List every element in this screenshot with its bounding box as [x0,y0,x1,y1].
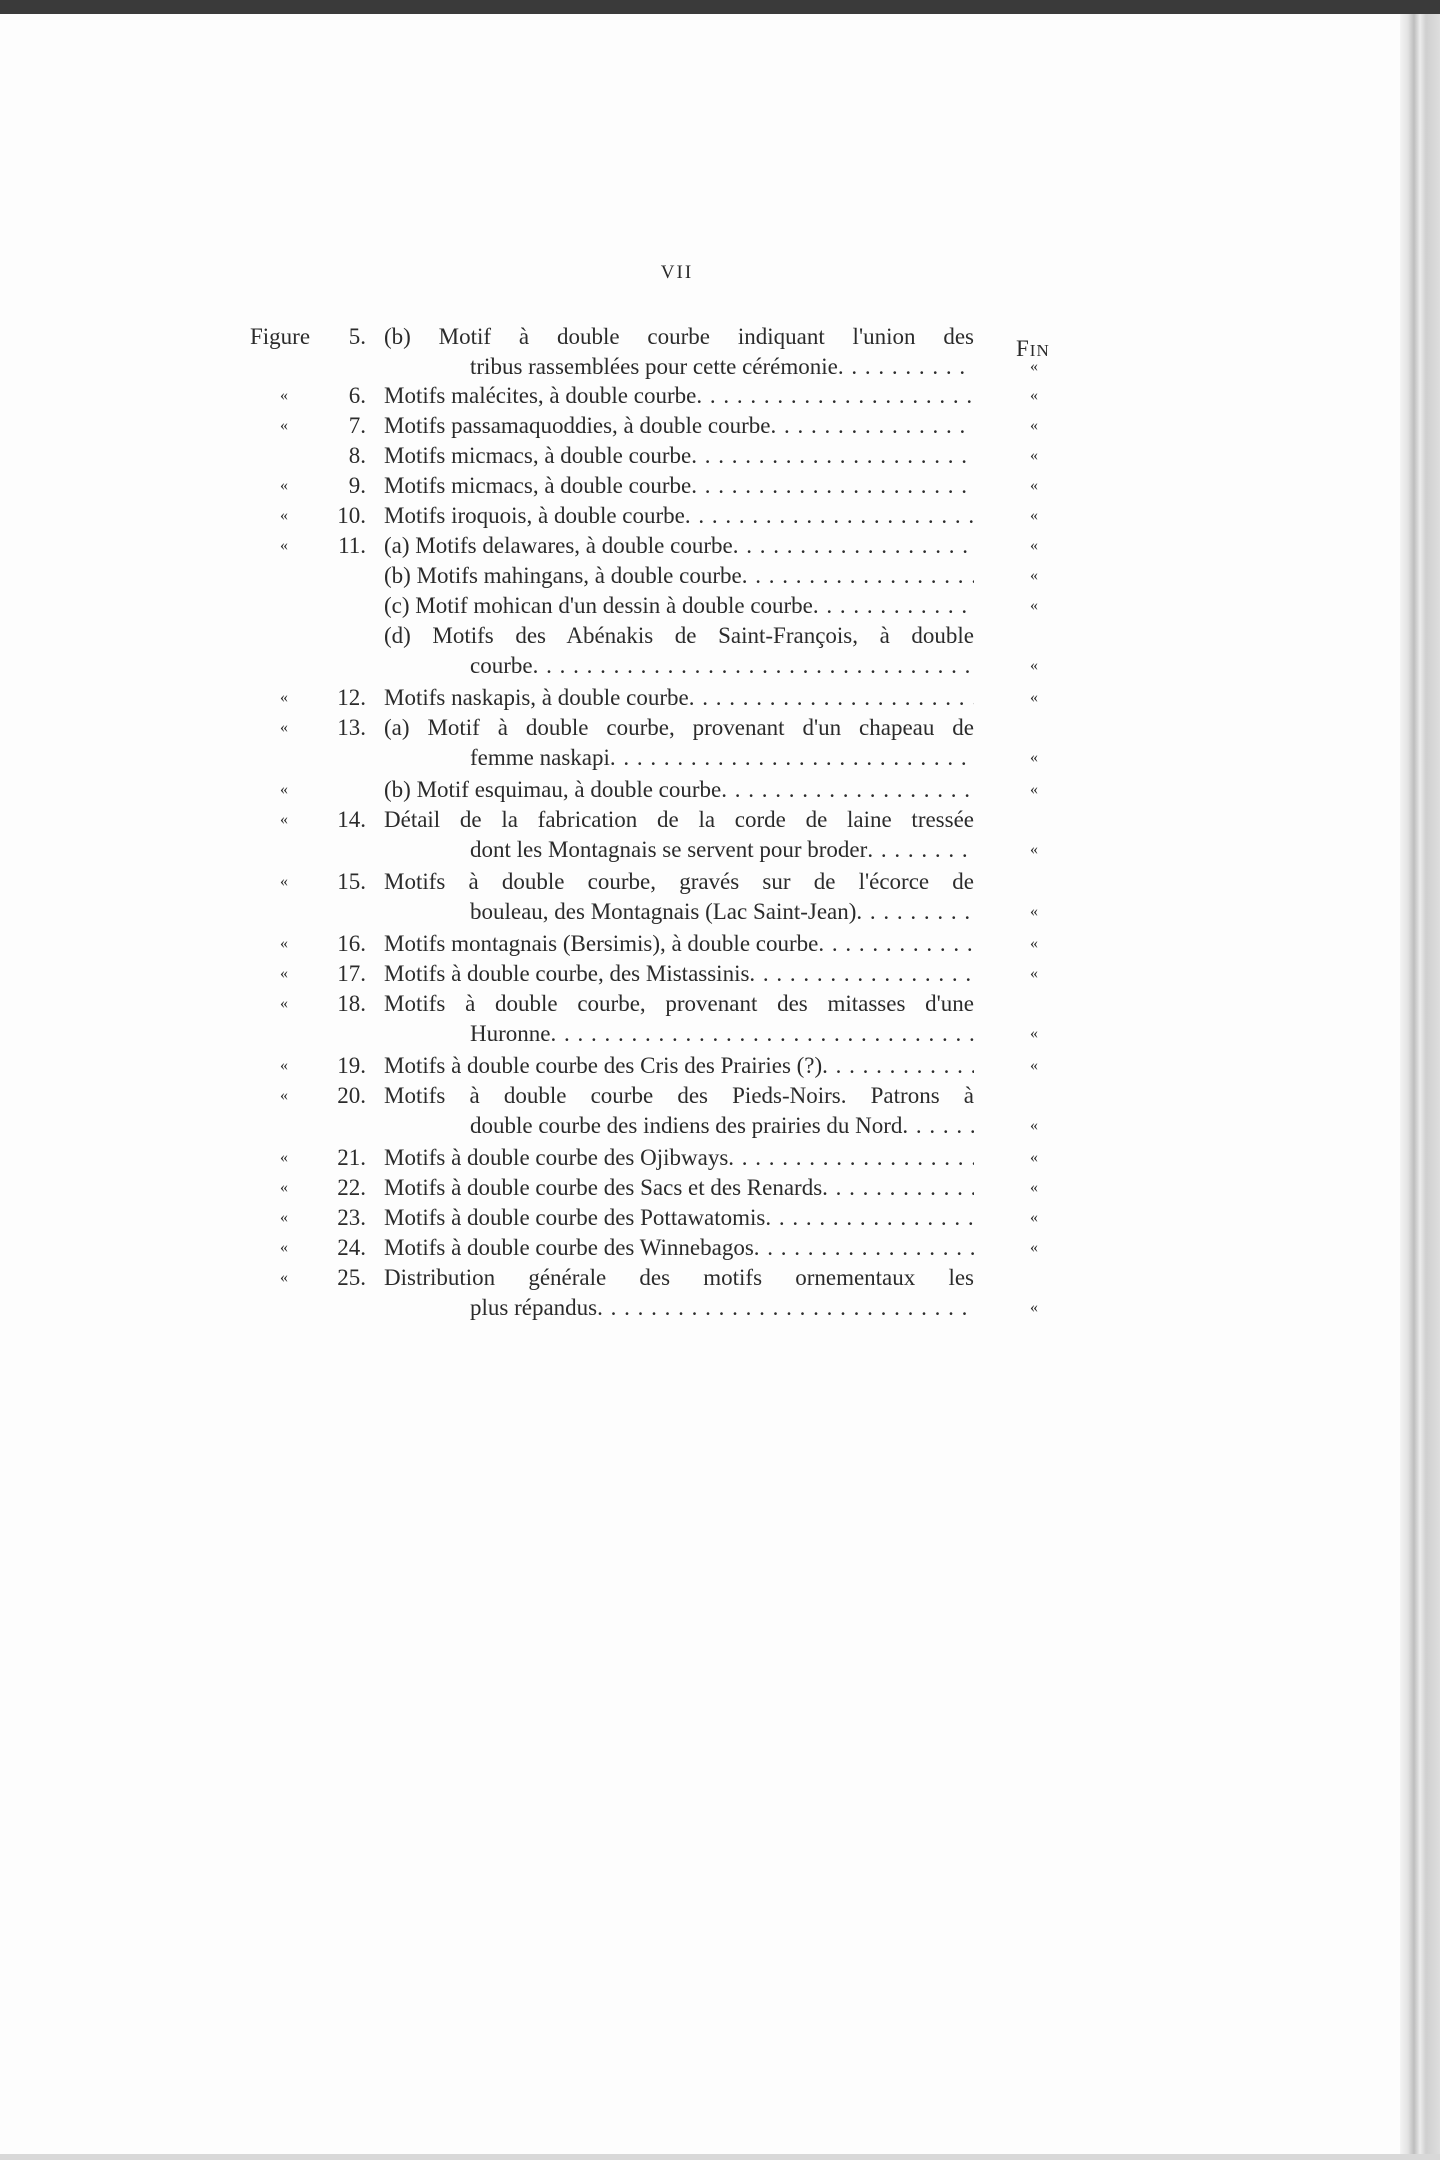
figure-label: Figure [250,324,311,349]
entry-title: Motifs à double courbe des Pieds-Noirs. Patrons à [384,1083,974,1108]
entry-text: plus répandus [470,1295,598,1320]
page-ref-ditto: « [1030,1209,1038,1226]
entry-text: Motifs micmacs, à double courbe [384,443,692,468]
entry-title-continued [470,1111,974,1141]
dot-leader [597,1293,974,1323]
figure-number: 6. [348,383,366,408]
entry-text: Motifs à double courbe des Winnebagos [384,1235,754,1260]
page-ref-ditto: « [1030,1057,1038,1074]
dot-leader [818,929,974,959]
ditto-mark: « [280,537,288,554]
scan-bottom-border [0,2154,1440,2160]
entry-title [384,1233,974,1263]
dot-leader [728,1143,974,1173]
page-ref-ditto: « [1030,903,1038,920]
ditto-mark: « [280,417,288,434]
dot-leader [813,591,974,621]
dot-leader [689,683,974,713]
page-ref-ditto: « [1030,358,1038,375]
entry-text: Motifs naskapis, à double courbe [384,685,689,710]
page-ref-ditto: « [1030,781,1038,798]
ditto-mark: « [280,1087,288,1104]
figure-number: 19. [337,1053,366,1078]
figure-number: 9. [348,473,366,498]
dot-leader [822,1051,974,1081]
figure-number: 7. [348,413,366,438]
ditto-mark: « [280,965,288,982]
entry-text: Motifs à double courbe, des Mistassinis [384,961,750,986]
dot-leader [867,835,974,865]
entry-text: (b) Motifs mahingans, à double courbe [384,563,742,588]
figure-number: 11. [338,533,366,558]
figure-number: 12. [337,685,366,710]
ditto-mark: « [280,995,288,1012]
entry-title [384,1143,974,1173]
entry-text: (a) Motifs delawares, à double courbe [384,533,733,558]
dot-leader [770,411,974,441]
column-header-initial: F [1016,336,1030,361]
page-ref-ditto: « [1030,935,1038,952]
dot-leader [742,561,974,591]
figure-number: 22. [337,1175,366,1200]
ditto-mark: « [280,1209,288,1226]
entry-text: Motifs montagnais (Bersimis), à double courbe [384,931,819,956]
ditto-mark: « [280,873,288,890]
entry-text: (c) Motif mohican d'un dessin à double courbe [384,593,813,618]
entry-title [384,501,974,531]
ditto-mark: « [280,719,288,736]
entry-title [384,959,974,989]
entry-title [384,381,974,411]
figure-number: 23. [337,1205,366,1230]
dot-leader [822,1173,974,1203]
entry-title: Distribution générale des motifs ornementaux les [384,1265,974,1290]
figure-number: 16. [337,931,366,956]
entry-text: courbe [470,653,533,678]
dot-leader [533,651,974,681]
entry-title-continued [470,1019,974,1049]
page-ref-ditto: « [1030,597,1038,614]
entry-title-continued [470,1293,974,1323]
figure-number: 21. [337,1145,366,1170]
ditto-mark: « [280,781,288,798]
entry-title: (b) Motif à double courbe indiquant l'union des [384,324,974,349]
ditto-mark: « [280,935,288,952]
ditto-mark: « [280,507,288,524]
page-ref-ditto: « [1030,965,1038,982]
entry-title [384,531,974,561]
entry-title-continued [470,651,974,681]
entry-title [384,591,974,621]
figure-number: 15. [337,869,366,894]
ditto-mark: « [280,387,288,404]
entry-text: Motifs à double courbe des Pottawatomis [384,1205,766,1230]
ditto-mark: « [280,1179,288,1196]
entry-title [384,1203,974,1233]
figure-number: 24. [337,1235,366,1260]
page-ref-ditto: « [1030,689,1038,706]
page-ref-ditto: « [1030,1149,1038,1166]
dot-leader [749,959,974,989]
entry-title-continued [470,743,974,773]
dot-leader [838,352,974,382]
book-page-edge [1400,14,1440,2160]
page-ref-ditto: « [1030,1299,1038,1316]
figure-number: 8. [348,443,366,468]
page-ref-ditto: « [1030,537,1038,554]
figure-number: 13. [337,715,366,740]
dot-leader [685,501,974,531]
entry-title-continued [470,897,974,927]
entry-text: Motifs malécites, à double courbe [384,383,697,408]
page-ref-ditto: « [1030,507,1038,524]
page-ref-ditto: « [1030,1179,1038,1196]
ditto-mark: « [280,1269,288,1286]
ditto-mark: « [280,1149,288,1166]
entry-title [384,683,974,713]
entry-title: Motifs à double courbe, gravés sur de l'écorce de [384,869,974,894]
entry-title: (a) Motif à double courbe, provenant d'un chapeau de [384,715,974,740]
entry-title [384,775,974,805]
entry-text: Motifs à double courbe des Sacs et des Renards [384,1175,823,1200]
entry-text: Motifs passamaquoddies, à double courbe [384,413,771,438]
figure-number: 18. [337,991,366,1016]
ditto-mark: « [280,811,288,828]
dot-leader [754,1233,974,1263]
figure-number: 10. [337,503,366,528]
ditto-mark: « [280,1239,288,1256]
entry-title [384,411,974,441]
entry-title-continued [470,352,974,382]
entry-text: double courbe des indiens des prairies du Nord [470,1113,903,1138]
entry-text: Motifs iroquois, à double courbe [384,503,685,528]
page-ref-ditto: « [1030,567,1038,584]
entry-title [384,561,974,591]
entry-text: dont les Montagnais se servent pour broder [470,837,868,862]
entry-title-continued [470,835,974,865]
entry-title [384,1051,974,1081]
page-ref-ditto: « [1030,841,1038,858]
entry-title [384,929,974,959]
column-header-rest: IN [1029,341,1050,360]
entry-title: (d) Motifs des Abénakis de Saint-François, à double [384,623,974,648]
page-ref-ditto: « [1030,1117,1038,1134]
figure-number: 14. [337,807,366,832]
scan-top-border [0,0,1440,14]
figure-number: 25. [337,1265,366,1290]
page-ref-ditto: « [1030,1025,1038,1042]
entry-title [384,441,974,471]
dot-leader [696,381,974,411]
entry-text: Huronne [470,1021,551,1046]
figure-number: 5. [348,324,366,349]
dot-leader [765,1203,974,1233]
page-ref-ditto: « [1030,657,1038,674]
entry-title [384,1173,974,1203]
page-ref-ditto: « [1030,417,1038,434]
ditto-mark: « [280,1057,288,1074]
dot-leader [610,743,974,773]
figure-number: 20. [337,1083,366,1108]
entry-text: bouleau, des Montagnais (Lac Saint-Jean) [470,899,857,924]
page-ref-ditto: « [1030,447,1038,464]
entry-text: femme naskapi [470,745,610,770]
dot-leader [721,775,974,805]
page-ref-ditto: « [1030,1239,1038,1256]
ditto-mark: « [280,477,288,494]
page-number: VII [660,262,694,283]
dot-leader [691,471,974,501]
entry-text: Motifs à double courbe des Cris des Prairies (?) [384,1053,823,1078]
entry-text: Motifs à double courbe des Ojibways [384,1145,729,1170]
entry-text: Motifs micmacs, à double courbe [384,473,692,498]
dot-leader [733,531,974,561]
entry-title: Détail de la fabrication de la corde de laine tressée [384,807,974,832]
dot-leader [902,1111,974,1141]
entry-title [384,471,974,501]
dot-leader [550,1019,974,1049]
entry-text: (b) Motif esquimau, à double courbe [384,777,722,802]
entry-text: tribus rassemblées pour cette cérémonie [470,354,838,379]
dot-leader [856,897,974,927]
page-ref-ditto: « [1030,477,1038,494]
page-ref-ditto: « [1030,387,1038,404]
page-ref-ditto: « [1030,749,1038,766]
ditto-mark: « [280,689,288,706]
entry-title: Motifs à double courbe, provenant des mitasses d'une [384,991,974,1016]
dot-leader [691,441,974,471]
figure-number: 17. [337,961,366,986]
